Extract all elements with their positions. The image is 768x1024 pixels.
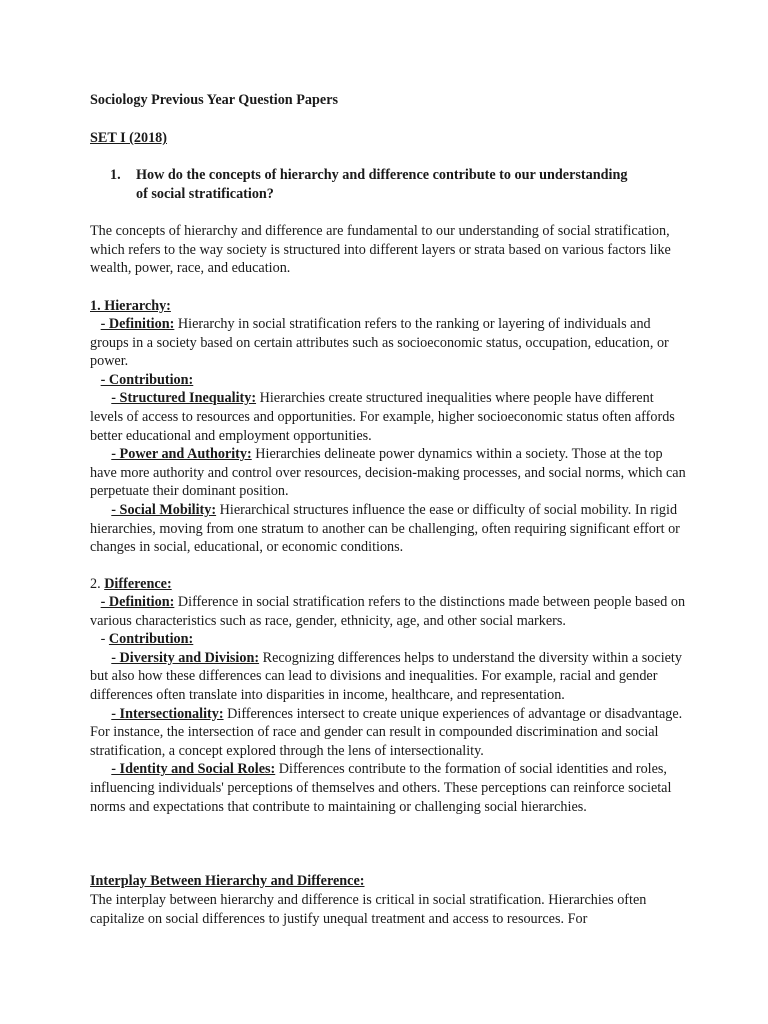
diversity-division-text: Recognizing differences helps to understand the diversity within a society but also how these differences can lead to divisions and inequalities. For example, racial and gender differences often translate into disparities in income, healthcare, and representation. <box>90 649 682 703</box>
difference-heading-number: 2. <box>90 576 101 592</box>
power-authority-text: Hierarchies delineate power dynamics within a society. Those at the top have more authority and control over resources, decision-making processes, and social norms, which can perpetuate their dominant position. <box>90 446 686 500</box>
identity-roles-label: - Identity and Social Roles: <box>111 761 276 778</box>
intersectionality-text: Differences intersect to create unique experiences of advantage or disadvantage. For instance, the intersection of race and gender can result in compounded discrimination and social stratification, a concept explored through the lens of intersectionality. <box>90 705 683 759</box>
social-mobility-text: Hierarchical structures influence the ease or difficulty of social mobility. In rigid hierarchies, moving from one stratum to another can be challenging, often requiring significant effort or changes in social, educational, or economic conditions. <box>90 501 680 556</box>
difference-definition-label: - Definition: <box>100 594 175 610</box>
hierarchy-definition-text: Hierarchy in social stratification refers to the ranking or layering of individuals and groups in a society based on certain attributes such as socioeconomic status, occupation, education, or power. <box>90 316 669 370</box>
identity-roles-text: Differences contribute to the formation of social identities and roles, influencing individuals' perceptions of themselves and others. These perceptions can reinforce societal norms and expectations that contribute to maintaining or challenging social hierarchies. <box>90 761 672 815</box>
intersectionality-label: - Intersectionality: <box>111 705 224 722</box>
interplay-heading: Interplay Between Hierarchy and Difference: <box>90 873 365 889</box>
structured-inequality-text: Hierarchies create structured inequalities where people have different levels of access to resources and opportunities. For example, higher socioeconomic status often affords better educational and employment opportunities. <box>90 390 675 444</box>
difference-section <box>90 593 690 816</box>
question-text: How do the concepts of hierarchy and difference contribute to our understanding of social stratification? <box>136 167 628 202</box>
structured-inequality-label: - Structured Inequality: <box>111 390 257 407</box>
power-authority-label: - Power and Authority: <box>111 446 252 463</box>
set-heading: SET I (2018) <box>90 130 167 146</box>
diversity-division-label: - Diversity and Division: <box>111 649 260 666</box>
hierarchy-section <box>90 315 690 557</box>
hierarchy-definition-label: - Definition: <box>100 316 175 332</box>
difference-contribution-prefix: - <box>100 631 109 648</box>
difference-definition-text: Difference in social stratification refers to the distinctions made between people based on various characteristics such as race, gender, ethnicity, age, and other social markers. <box>90 594 686 629</box>
interplay-paragraph: The interplay between hierarchy and difference is critical in social stratification. Hierarchies often capitalize on social differences to justify unequal treatment and access to resources. For <box>90 892 647 927</box>
intro-paragraph: The concepts of hierarchy and difference are fundamental to our understanding of social stratification, which refers to the way society is structured into different layers or strata based on various factors like wealth, power, race, and education. <box>90 223 671 277</box>
social-mobility-label: - Social Mobility: <box>111 501 217 518</box>
question-number: 1. <box>110 167 121 183</box>
hierarchy-contribution-label: - Contribution: <box>100 371 194 388</box>
difference-heading <box>90 575 690 594</box>
hierarchy-heading: 1. Hierarchy: <box>90 298 171 314</box>
question-item <box>110 166 630 203</box>
document-title: Sociology Previous Year Question Papers <box>90 92 339 108</box>
difference-contribution-label: Contribution: <box>108 631 194 648</box>
difference-heading-label: Difference: <box>104 576 172 592</box>
